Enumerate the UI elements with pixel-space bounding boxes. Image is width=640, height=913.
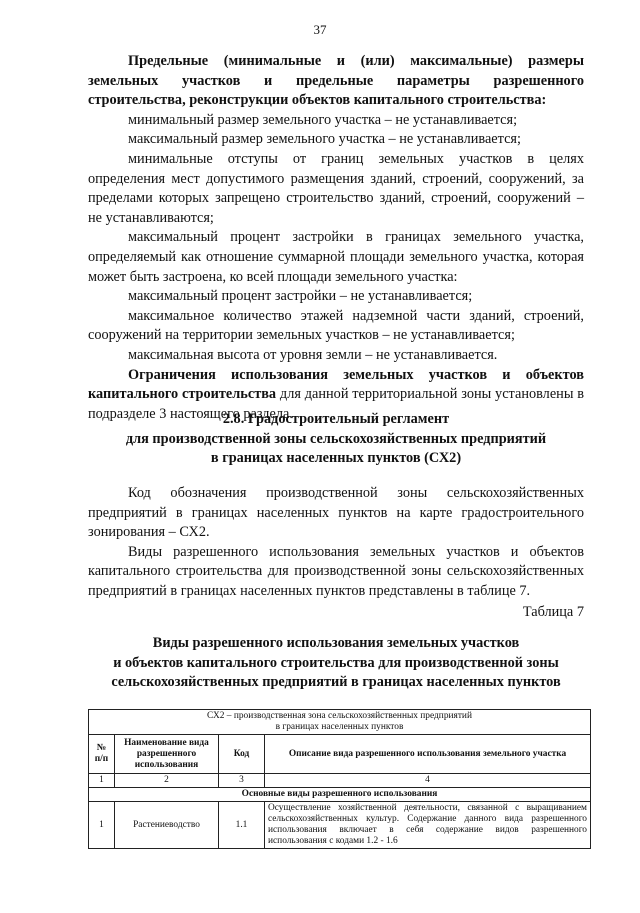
column-header-row bbox=[89, 735, 591, 774]
section-title-line: в границах населенных пунктов (СХ2) bbox=[210, 450, 462, 467]
limits-item: максимальная высота от уровня земли – не устанавливается. bbox=[128, 346, 498, 363]
limits-heading: Предельные (минимальные и (или) максимальные) размеры земельных участков и предельные параметры разрешенного строительства, реконструкции объектов капитального строительства: bbox=[88, 53, 584, 109]
row-code: 1.1 bbox=[219, 802, 265, 849]
limits-item: максимальный процент застройки – не устанавливается; bbox=[128, 288, 473, 305]
zone-header-row bbox=[89, 710, 591, 735]
table-label-block bbox=[88, 603, 584, 623]
row-desc: Осуществление хозяйственной деятельности, связанной с выращиванием сельскохозяйственных культур. Содержание данного вида разрешенного использования включает в себя содержание видов разрешенного использования с кодами 1.2 - 1.6 bbox=[265, 802, 591, 849]
table-title-line: Виды разрешенного использования земельных участков bbox=[152, 635, 520, 651]
zone-header-line: в границах населенных пунктов bbox=[275, 722, 404, 732]
header-desc: Описание вида разрешенного использования земельного участка bbox=[265, 735, 591, 774]
column-number: 4 bbox=[265, 774, 591, 788]
usage-table bbox=[88, 709, 591, 849]
table-title bbox=[88, 634, 584, 693]
section-regulation-title bbox=[88, 410, 584, 469]
column-number: 2 bbox=[115, 774, 219, 788]
limits-item: максимальное количество этажей надземной части зданий, строений, сооружений на территории земельных участков – не устанавливается; bbox=[88, 307, 584, 344]
table-title-line: сельскохозяйственных предприятий в границах населенных пунктов bbox=[111, 674, 561, 691]
table-title-line: и объектов капитального строительства для производственной зоны bbox=[113, 654, 559, 671]
usage-paragraph: Виды разрешенного использования земельных участков и объектов капитального строительства для производственной зоны сельскохозяйственных предприятий в границах населенных пунктов представлены в таблице 7. bbox=[88, 543, 584, 599]
header-code: Код bbox=[219, 735, 265, 774]
restrictions-rest: для данной территориальной зоны установлены в подразделе 3 настоящего раздела. bbox=[88, 386, 585, 422]
section-limits bbox=[88, 52, 584, 424]
column-number-row bbox=[89, 774, 591, 788]
zone-header-cell bbox=[89, 710, 591, 735]
table-label: Таблица 7 bbox=[522, 604, 584, 620]
restrictions-bold: Ограничения использования земельных участков и объектов капитального строительства bbox=[88, 366, 584, 403]
section-title-line: 2.8. Градостроительный регламент bbox=[222, 411, 450, 427]
page-number: 37 bbox=[313, 22, 327, 37]
limits-item: максимальный размер земельного участка – не устанавливается; bbox=[128, 131, 521, 148]
section-row bbox=[89, 788, 591, 802]
zone-header-line: СХ2 – производственная зона сельскохозяйственных предприятий bbox=[207, 711, 472, 721]
limits-item: минимальный размер земельного участка – не устанавливается; bbox=[128, 111, 518, 128]
section-title-line: для производственной зоны сельскохозяйственных предприятий bbox=[125, 430, 547, 447]
section-regulation-body bbox=[88, 484, 584, 602]
row-num: 1 bbox=[89, 802, 115, 849]
column-number: 1 bbox=[89, 774, 115, 788]
table-row bbox=[89, 802, 591, 849]
header-num: № п/п bbox=[89, 735, 115, 774]
limits-item: максимальный процент застройки в границах земельного участка, определяемый как отношение суммарной площади земельного участка, которая может быть застроена, ко всей площади земельного участка: bbox=[88, 229, 584, 285]
row-name: Растениеводство bbox=[115, 802, 219, 849]
header-name: Наименование вида разрешенного использования bbox=[115, 735, 219, 774]
limits-item: минимальные отступы от границ земельных участков в целях определения мест допустимого размещения зданий, строений, сооружений, за пределами которых запрещено строительство зданий, строений, сооружений – не устанавливаются; bbox=[88, 150, 584, 226]
section-row-label: Основные виды разрешенного использования bbox=[89, 788, 591, 802]
zone-code-paragraph: Код обозначения производственной зоны сельскохозяйственных предприятий в границах населенных пунктов на карте градостроительного зонирования – СХ2. bbox=[88, 485, 584, 541]
column-number: 3 bbox=[219, 774, 265, 788]
